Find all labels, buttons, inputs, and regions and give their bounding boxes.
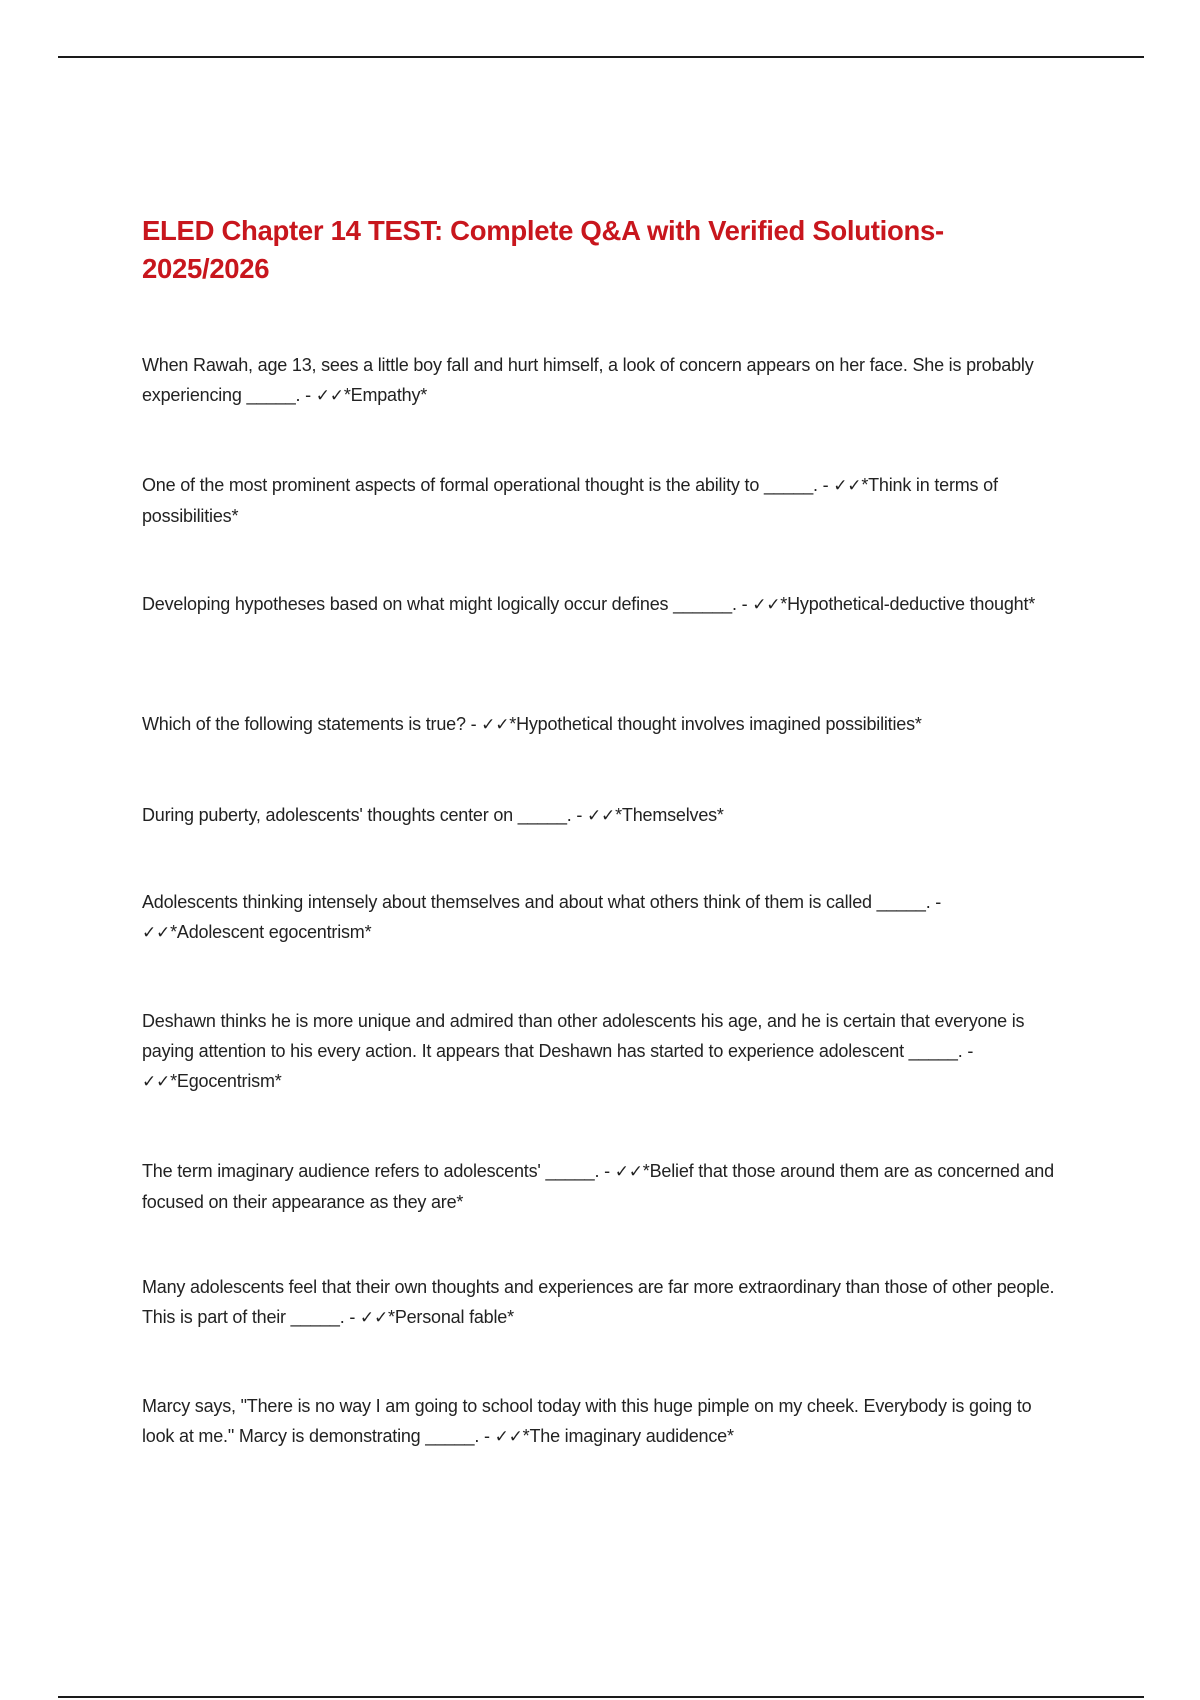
question-text: Which of the following statements is true? [142, 714, 466, 734]
answer-text: *The imaginary audidence* [522, 1426, 734, 1446]
check-marks-icon: ✓✓ [359, 1308, 389, 1328]
answer-text: *Belief that those around them are as concerned and focused on their appearance as they are* [142, 1161, 1054, 1212]
answer-text: *Adolescent egocentrism* [170, 922, 372, 942]
check-marks-icon: ✓✓ [142, 1072, 171, 1092]
check-marks-icon: ✓✓ [494, 1427, 523, 1447]
question-text: Marcy says, "There is no way I am going to school today with this huge pimple on my cheek. Everybody is going to look at me." Marcy is demonstrating _____. [142, 1396, 1032, 1446]
qa-item-10 [142, 1391, 1062, 1452]
qa-item-3 [142, 589, 1062, 620]
qa-item-1 [142, 350, 1062, 411]
question-text: Developing hypotheses based on what might logically occur defines ______. [142, 594, 737, 614]
check-marks-icon: ✓✓ [614, 1162, 643, 1182]
qa-item-7 [142, 1006, 1062, 1097]
document-title: ELED Chapter 14 TEST: Complete Q&A with Verified Solutions-2025/2026 [142, 215, 944, 284]
check-marks-icon: ✓✓ [752, 595, 781, 615]
qa-item-4 [142, 709, 1062, 740]
check-marks-icon: ✓✓ [587, 806, 616, 826]
bottom-rule [58, 1696, 1144, 1698]
question-text: One of the most prominent aspects of formal operational thought is the ability to _____. [142, 475, 818, 495]
question-text: Deshawn thinks he is more unique and admired than other adolescents his age, and he is certain that everyone is paying attention to his every action. It appears that Deshawn has started to experience adolescent _____. [142, 1011, 1025, 1061]
separator: - [736, 594, 753, 614]
question-text: Adolescents thinking intensely about themselves and about what others think of them is called _____. [142, 892, 931, 912]
check-marks-icon: ✓✓ [481, 715, 510, 735]
check-marks-icon: ✓✓ [315, 386, 344, 406]
qa-item-9 [142, 1272, 1062, 1333]
separator: - [962, 1041, 974, 1061]
qa-item-6 [142, 887, 1062, 948]
separator: - [479, 1426, 495, 1446]
qa-item-2 [142, 470, 1062, 531]
separator: - [599, 1161, 615, 1181]
separator: - [817, 475, 834, 495]
answer-text: *Hypothetical-deductive thought* [780, 594, 1036, 614]
question-text: During puberty, adolescents' thoughts center on _____. [142, 805, 572, 825]
answer-text: *Themselves* [615, 805, 724, 825]
top-rule [58, 56, 1144, 58]
answer-text: *Egocentrism* [170, 1071, 282, 1091]
separator: - [344, 1307, 360, 1327]
question-text: The term imaginary audience refers to adolescents' _____. [142, 1161, 600, 1181]
document-body [142, 212, 1062, 1447]
qa-item-5 [142, 800, 1062, 831]
answer-text: *Think in terms of possibilities* [142, 475, 998, 526]
check-marks-icon: ✓✓ [142, 923, 171, 943]
separator: - [571, 805, 587, 825]
answer-text: *Personal fable* [388, 1307, 514, 1327]
qa-item-8 [142, 1156, 1062, 1217]
separator: - [930, 892, 942, 912]
separator: - [300, 385, 316, 405]
question-text: When Rawah, age 13, sees a little boy fall and hurt himself, a look of concern appears on her face. She is probably experiencing _____. [142, 355, 1034, 405]
separator: - [465, 714, 482, 734]
check-marks-icon: ✓✓ [833, 476, 862, 496]
question-text: Many adolescents feel that their own thoughts and experiences are far more extraordinary than those of other people. This is part of their _____. [142, 1277, 1055, 1327]
answer-text: *Empathy* [343, 385, 428, 405]
answer-text: *Hypothetical thought involves imagined possibilities* [509, 714, 922, 734]
